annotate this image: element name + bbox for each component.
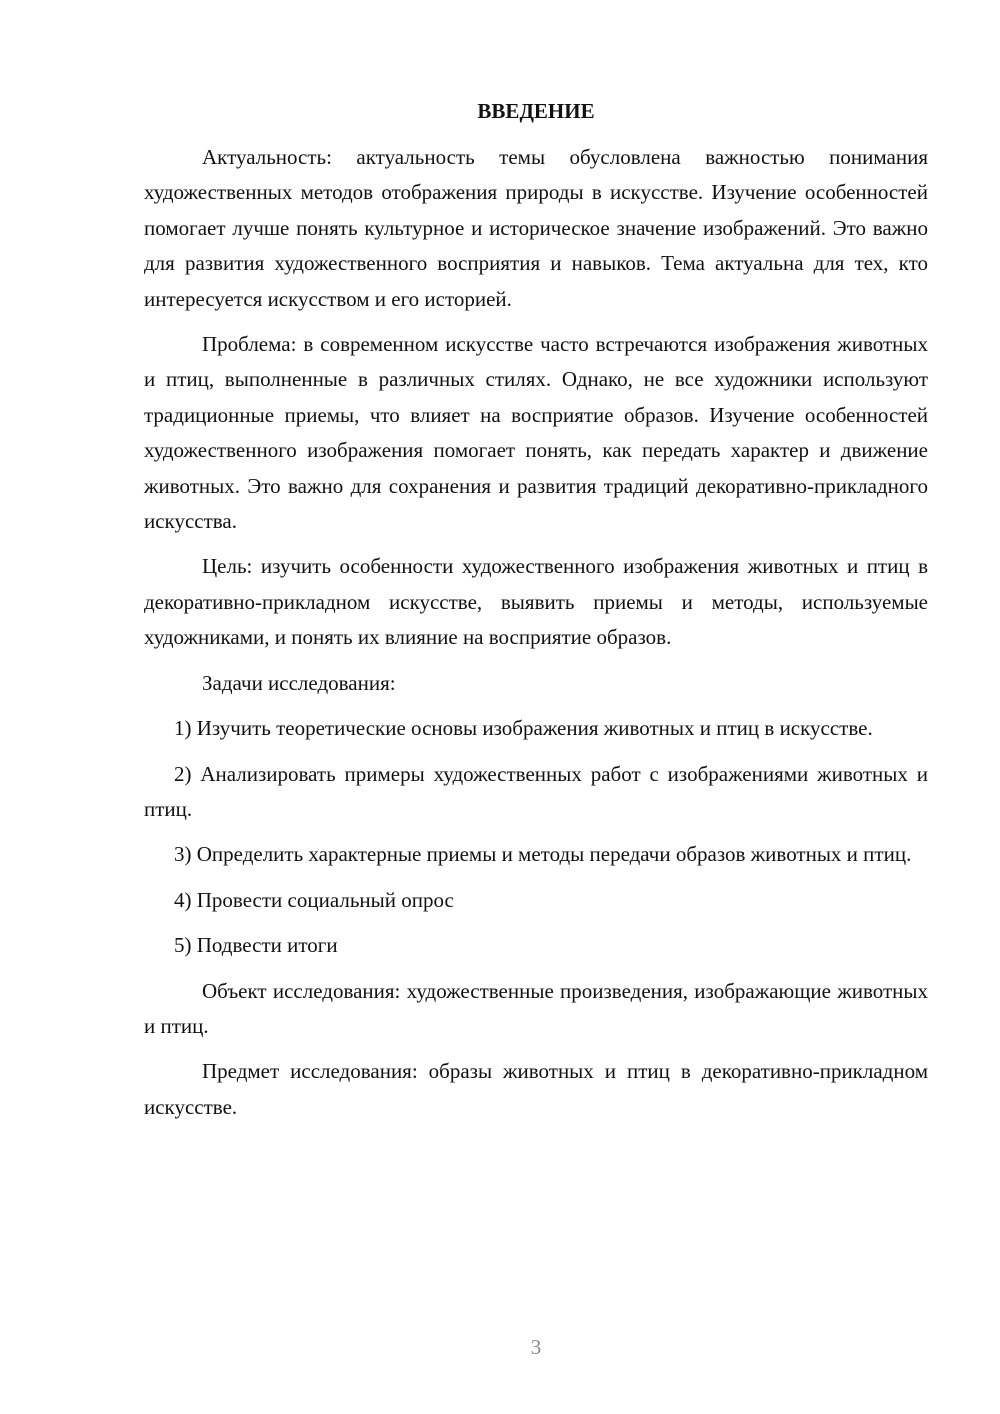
task-item-4: 4) Провести социальный опрос — [174, 887, 454, 912]
task-item-3: 3) Определить характерные приемы и методы передачи образов животных и птиц. — [174, 842, 912, 867]
paragraph-problem: Проблема: в современном искусстве часто встречаются изображения животных и птиц, выполненные в различных стилях. Однако, не все художники используют традиционные приемы, что влияет на восприятие образов. Изучение особенностей художественного изображения помогает понять, как передать характер и движение животных. Это важно для сохранения и развития традиций декоративно-прикладного искусства. — [144, 332, 928, 534]
page-content — [144, 96, 928, 1135]
paragraph-relevance: Актуальность: актуальность темы обусловлена важностью понимания художественных методов отображения природы в искусстве. Изучение особенностей помогает лучше понять культурное и историческое значение изображений. Это важно для развития художественного восприятия и навыков. Тема актуальна для тех, кто интересуется искусством и его историей. — [144, 145, 928, 311]
paragraph-goal: Цель: изучить особенности художественного изображения животных и птиц в декоративно-прикладном искусстве, выявить приемы и методы, используемые художниками, и понять их влияние на восприятие образов. — [144, 554, 928, 650]
tasks-heading: Задачи исследования: — [202, 670, 396, 695]
task-item-5: 5) Подвести итоги — [174, 933, 338, 958]
section-title: ВВЕДЕНИЕ — [477, 99, 595, 123]
paragraph-research-subject: Предмет исследования: образы животных и птиц в декоративно-прикладном искусстве. — [144, 1059, 928, 1119]
task-item-2: 2) Анализировать примеры художественных работ с изображениями животных и птиц. — [144, 761, 928, 821]
page-number: 3 — [530, 1335, 542, 1359]
paragraph-research-object: Объект исследования: художественные произведения, изображающие животных и птиц. — [144, 978, 928, 1038]
task-item-1: 1) Изучить теоретические основы изображения животных и птиц в искусстве. — [174, 716, 873, 741]
